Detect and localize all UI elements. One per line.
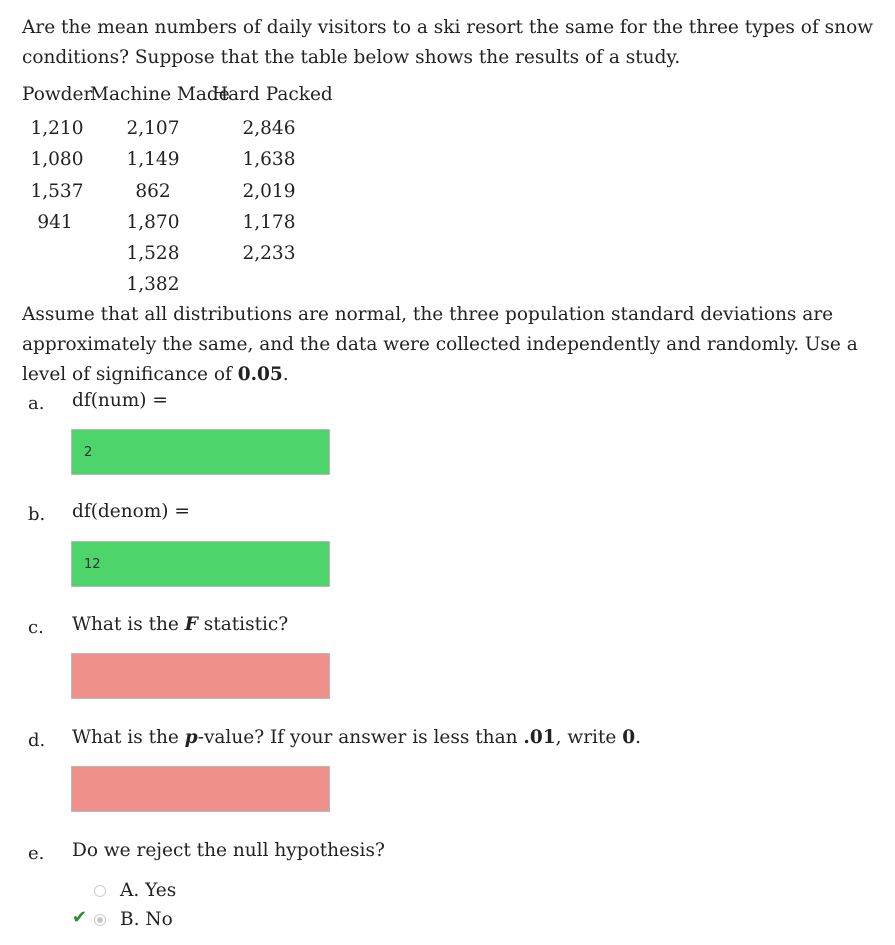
cell-machine-made: 1,149	[126, 149, 180, 170]
cell-hard-packed: 2,019	[242, 181, 296, 202]
question-e-text: Do we reject the null hypothesis?	[72, 840, 385, 861]
question-b-label: b.	[28, 504, 46, 525]
answer-c-input[interactable]	[71, 653, 330, 699]
assumptions-text	[22, 300, 887, 390]
question-c-text: What is the F statistic?	[72, 614, 289, 635]
correct-check-icon: ✔	[72, 907, 88, 928]
answer-a-input[interactable]: 2	[71, 429, 330, 475]
question-d-text: What is the p-value? If your answer is less than .01, write 0.	[72, 727, 641, 748]
option-a-yes[interactable]	[72, 880, 176, 901]
cell-powder: 1,537	[30, 181, 84, 202]
question-c-label: c.	[28, 617, 44, 638]
header-powder: Powder	[22, 84, 93, 105]
header-hard-packed: Hard Packed	[212, 84, 333, 105]
radio-b[interactable]	[94, 914, 106, 926]
answer-b-input[interactable]: 12	[71, 541, 330, 587]
cell-machine-made: 2,107	[126, 118, 180, 139]
option-b-no[interactable]	[72, 909, 173, 930]
option-a-text: Yes	[145, 880, 177, 901]
cell-machine-made: 1,382	[126, 274, 180, 295]
cell-machine-made: 1,870	[126, 212, 180, 233]
cell-hard-packed: 1,638	[242, 149, 296, 170]
cell-hard-packed: 1,178	[242, 212, 296, 233]
option-b-text: No	[145, 909, 173, 930]
radio-a[interactable]	[94, 885, 106, 897]
cell-powder: 1,080	[30, 149, 84, 170]
question-b-text: df(denom) =	[72, 501, 190, 522]
cell-hard-packed: 2,233	[242, 243, 296, 264]
cell-machine-made: 1,528	[126, 243, 180, 264]
cell-powder: 941	[37, 212, 73, 233]
cell-powder: 1,210	[30, 118, 84, 139]
option-a-letter: A.	[120, 880, 140, 901]
header-machine-made: Machine Made	[90, 84, 230, 105]
problem-intro: Are the mean numbers of daily visitors to a ski resort the same for the three types of snow conditions? Suppose that the table below shows the results of a study.	[22, 17, 874, 68]
question-a-label: a.	[28, 393, 45, 414]
question-e-label: e.	[28, 843, 45, 864]
cell-machine-made: 862	[135, 181, 171, 202]
answer-d-input[interactable]	[71, 766, 330, 812]
cell-hard-packed: 2,846	[242, 118, 296, 139]
assumptions-end: .	[282, 364, 289, 385]
data-table	[22, 84, 342, 294]
assumptions-body: Assume that all distributions are normal, the three population standard deviations are approximately the same, and the data were collected independently and randomly. Use a level of significance of	[22, 304, 858, 385]
significance-level: 0.05	[237, 364, 283, 385]
question-d-label: d.	[28, 730, 46, 751]
question-a-text: df(num) =	[72, 390, 168, 411]
option-b-letter: B.	[120, 909, 140, 930]
